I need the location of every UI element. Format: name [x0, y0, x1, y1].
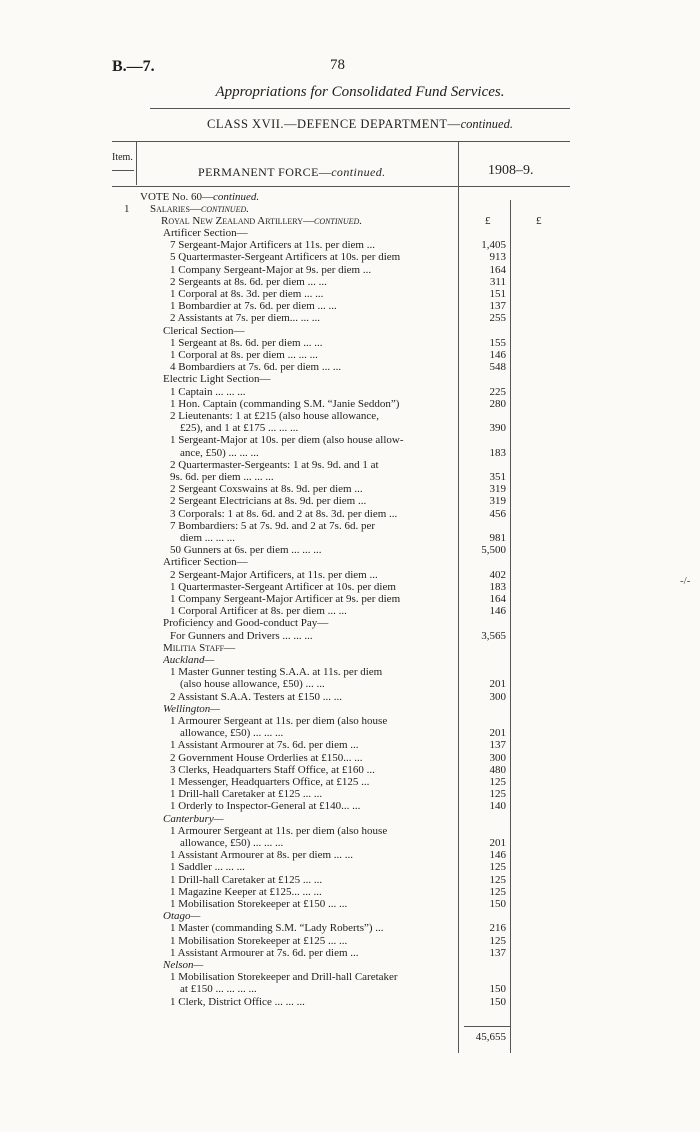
line-item-text: For Gunners and Drivers ... ... ... — [170, 629, 313, 642]
pounds-symbol: £ — [536, 215, 542, 227]
line-item-text: 1 Mobilisation Storekeeper at £125 ... ... — [170, 934, 348, 947]
line-item-amount: 225 — [489, 385, 506, 398]
total-amount: 45,655 — [475, 1031, 506, 1043]
line-item-text: 50 Gunners at 6s. per diem ... ... ... — [170, 544, 322, 557]
line-item-amount: 164 — [489, 263, 506, 276]
line-item-text: 2 Assistant S.A.A. Testers at £150 ... ... — [170, 690, 342, 703]
line-item-text: Electric Light Section— — [163, 373, 271, 386]
line-item-text: 1 Corporal at 8s. 3d. per diem ... ... — [170, 288, 324, 300]
item-column-header: Item. — [112, 152, 133, 163]
line-item-amount: 146 — [489, 349, 506, 361]
line-item-text: 1 Corporal Artificer at 8s. per diem ... ... — [170, 605, 347, 618]
rnza-heading: Royal New Zealand Artillery—continued. — [161, 215, 363, 227]
line-item-text: Auckland— — [163, 654, 215, 666]
line-item-amount: 319 — [489, 483, 506, 496]
line-item-text: 1 Assistant Armourer at 7s. 6d. per diem ... — [170, 739, 359, 752]
line-item-text: 9s. 6d. per diem ... ... ... — [170, 471, 274, 483]
line-item-text: Proficiency and Good-conduct Pay— — [163, 617, 329, 630]
line-item-amount: 981 — [489, 532, 506, 544]
line-item-amount: 255 — [489, 312, 506, 325]
salaries-heading: Salaries—continued. — [150, 203, 249, 215]
page-title: Appropriations for Consolidated Fund Services. — [215, 84, 505, 100]
line-item-text: 1 Sergeant at 8s. 6d. per diem ... ... — [170, 336, 323, 349]
pounds-column-divider — [510, 200, 511, 1053]
line-item-amount: 125 — [489, 873, 506, 886]
line-item-text: 2 Assistants at 7s. per diem... ... ... — [170, 312, 321, 325]
line-item-amount: 146 — [489, 605, 506, 618]
line-item-amount: 137 — [489, 739, 506, 752]
line-item-text: 3 Clerks, Headquarters Staff Office, at £160 ... — [170, 763, 375, 776]
line-item-amount: 140 — [489, 800, 506, 813]
line-item-amount: 402 — [489, 568, 506, 581]
line-item-text: 1 Assistant Armourer at 7s. 6d. per diem ... — [170, 946, 359, 959]
line-item-amount: 548 — [489, 361, 506, 374]
line-item-text: 1 Quartermaster-Sergeant Artificer at 10s. per diem — [170, 580, 396, 593]
amount-column-divider — [458, 141, 459, 1053]
line-item-text: at £150 ... ... ... ... — [180, 983, 257, 996]
line-item-text: 1 Sergeant-Major at 10s. per diem (also house allow- — [170, 434, 404, 447]
vote-heading: VOTE No. 60—continued. — [140, 191, 260, 203]
line-item-text: 1 Armourer Sergeant at 11s. per diem (also house — [170, 824, 388, 837]
line-item-amount: 5,500 — [481, 544, 506, 557]
line-item-text: 2 Sergeant-Major Artificers, at 11s. per diem ... — [170, 568, 378, 581]
line-item-amount: 201 — [489, 678, 506, 691]
line-item-text: 1 Armourer Sergeant at 11s. per diem (also house — [170, 715, 388, 727]
line-item-text: 2 Sergeant Electricians at 8s. 9d. per diem ... — [170, 495, 367, 508]
line-item-text: 1 Magazine Keeper at £125... ... ... — [170, 885, 322, 898]
line-item-amount: 280 — [489, 397, 506, 410]
line-item-text: 1 Corporal at 8s. per diem ... ... ... — [170, 349, 318, 361]
item-header-rule — [112, 170, 134, 171]
line-item-amount: 183 — [489, 446, 506, 459]
line-item-text: 1 Bombardier at 7s. 6d. per diem ... ... — [170, 300, 337, 313]
line-item-text: Otago— — [163, 910, 201, 923]
line-item-text: 2 Lieutenants: 1 at £215 (also house allowance, — [170, 410, 379, 422]
line-item-text: 1 Master Gunner testing S.A.A. at 11s. per diem — [170, 666, 383, 679]
line-item-text: ance, £50) ... ... ... — [180, 446, 259, 459]
line-item-text: 1 Saddler ... ... ... — [170, 861, 245, 874]
line-item-amount: 150 — [489, 983, 506, 996]
line-item-text: £25), and 1 at £175 ... ... ... — [180, 422, 299, 435]
line-item-amount: 150 — [489, 898, 506, 910]
line-item-text: Artificer Section— — [163, 556, 248, 569]
line-item-text: Militia Staff— — [163, 641, 236, 654]
line-item-text: 2 Quartermaster-Sergeants: 1 at 9s. 9d. and 1 at — [170, 458, 379, 471]
line-item-amount: 913 — [489, 251, 506, 264]
section-title: PERMANENT FORCE—continued. — [198, 165, 386, 179]
line-item-text: 4 Bombardiers at 7s. 6d. per diem ... ... — [170, 361, 342, 374]
total-rule — [464, 1026, 510, 1027]
line-item-text: 1 Orderly to Inspector-General at £140... ... — [170, 800, 361, 813]
line-item-text: 1 Hon. Captain (commanding S.M. “Janie Seddon”) — [170, 397, 400, 410]
line-item-text: 3 Corporals: 1 at 8s. 6d. and 2 at 8s. 3d. per diem ... — [170, 507, 398, 520]
line-item-amount: 151 — [489, 288, 506, 300]
class-title: CLASS XVII.—DEFENCE DEPARTMENT—continued. — [207, 117, 513, 131]
line-item-text: 1 Assistant Armourer at 8s. per diem ... ... — [170, 849, 354, 862]
line-item-amount: 3,565 — [481, 629, 506, 642]
line-item-text: 1 Captain ... ... ... — [170, 385, 246, 398]
line-item-amount: 351 — [489, 471, 506, 483]
line-item-text: 7 Bombardiers: 5 at 7s. 9d. and 2 at 7s. 6d. per — [170, 519, 375, 532]
line-item-text: 1 Mobilisation Storekeeper at £150 ... ... — [170, 898, 348, 910]
class-rule — [112, 141, 570, 142]
line-item-text: 2 Government House Orderlies at £150... ... — [170, 751, 363, 764]
line-item-text: 1 Master (commanding S.M. “Lady Roberts”) ... — [170, 922, 384, 935]
line-item-text: 1 Messenger, Headquarters Office, at £125 ... — [170, 776, 370, 788]
line-item-amount: 146 — [489, 849, 506, 862]
line-item-amount: 125 — [489, 788, 506, 801]
edge-mark: -/- — [680, 575, 691, 587]
header-rule — [150, 108, 570, 109]
item-column-divider — [136, 141, 137, 185]
pounds-symbol: £ — [485, 215, 491, 227]
line-item-text: Clerical Section— — [163, 324, 245, 337]
line-item-amount: 125 — [489, 776, 506, 788]
line-item-amount: 125 — [489, 861, 506, 874]
line-item-text: diem ... ... ... — [180, 532, 235, 544]
line-item-text: 1 Drill-hall Caretaker at £125 ... ... — [170, 788, 323, 801]
item-number: 1 — [124, 203, 130, 215]
line-item-amount: 201 — [489, 837, 506, 849]
line-item-text: 2 Sergeant Coxswains at 8s. 9d. per diem ... — [170, 483, 363, 496]
line-item-text: 2 Sergeants at 8s. 6d. per diem ... ... — [170, 275, 327, 288]
line-item-amount: 150 — [489, 995, 506, 1008]
year-column-header: 1908–9. — [488, 163, 534, 178]
line-item-amount: 480 — [489, 763, 506, 776]
table-header-rule — [112, 186, 570, 187]
line-item-amount: 183 — [489, 580, 506, 593]
line-item-amount: 390 — [489, 422, 506, 435]
line-item-amount: 216 — [489, 922, 506, 935]
line-item-text: Artificer Section— — [163, 227, 248, 239]
page-number: 78 — [330, 57, 345, 73]
line-item-amount: 125 — [489, 934, 506, 947]
line-item-amount: 201 — [489, 727, 506, 740]
line-item-text: Canterbury— — [163, 812, 224, 825]
document-reference: B.—7. — [112, 58, 155, 75]
line-item-amount: 300 — [489, 690, 506, 703]
line-item-text: 7 Sergeant-Major Artificers at 11s. per diem ... — [170, 239, 375, 252]
line-item-text: 1 Company Sergeant-Major Artificer at 9s. per diem — [170, 593, 401, 605]
line-item-text: (also house allowance, £50) ... ... — [180, 678, 325, 691]
line-item-text: allowance, £50) ... ... ... — [180, 837, 284, 849]
line-item-text: Nelson— — [163, 959, 204, 971]
line-item-text: 1 Mobilisation Storekeeper and Drill-hall Caretaker — [170, 971, 398, 984]
line-item-amount: 1,405 — [481, 239, 506, 252]
line-item-amount: 311 — [489, 275, 506, 288]
line-item-amount: 164 — [489, 593, 506, 605]
line-item-text: 1 Company Sergeant-Major at 9s. per diem ... — [170, 263, 372, 276]
line-item-text: Wellington— — [163, 702, 221, 715]
line-item-text: 1 Drill-hall Caretaker at £125 ... ... — [170, 873, 323, 886]
line-item-amount: 137 — [489, 300, 506, 313]
line-item-amount: 137 — [489, 946, 506, 959]
line-item-amount: 300 — [489, 751, 506, 764]
line-item-text: 1 Clerk, District Office ... ... ... — [170, 995, 305, 1008]
line-item-text: 5 Quartermaster-Sergeant Artificers at 10s. per diem — [170, 251, 401, 264]
line-item-amount: 456 — [489, 507, 506, 520]
line-item-amount: 155 — [489, 336, 506, 349]
line-item-amount: 319 — [489, 495, 506, 508]
line-item-text: allowance, £50) ... ... ... — [180, 727, 284, 740]
line-item-amount: 125 — [489, 885, 506, 898]
